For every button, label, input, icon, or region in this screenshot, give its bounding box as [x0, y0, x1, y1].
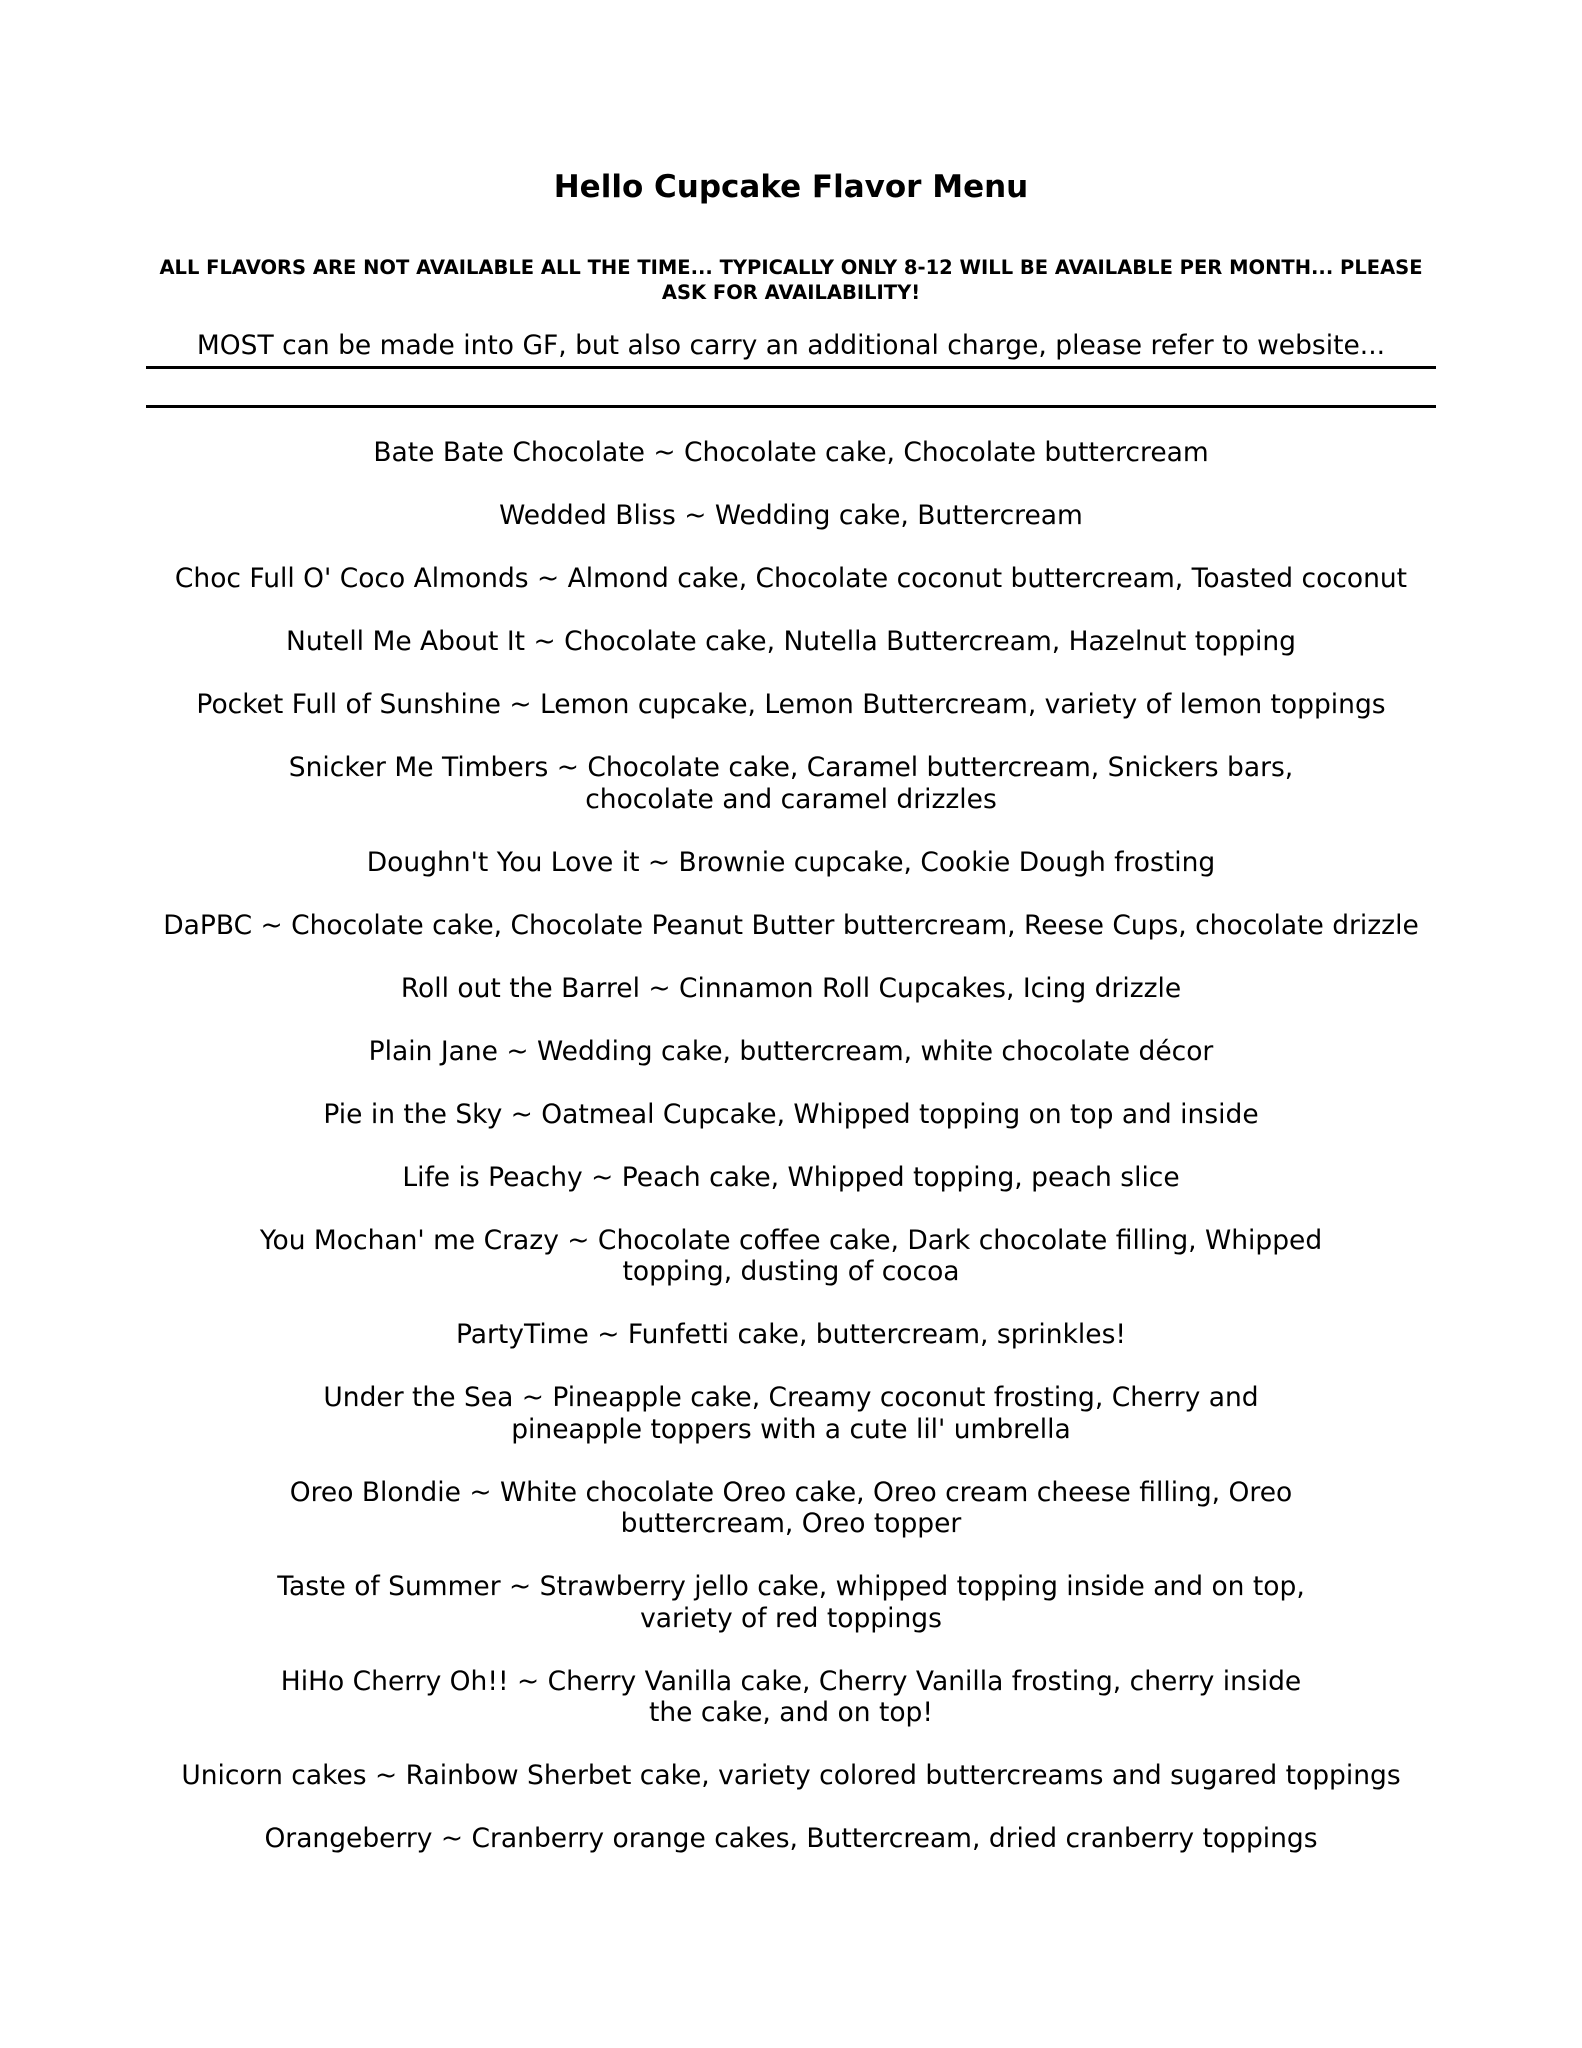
flavor-item: Taste of Summer ~ Strawberry jello cake, whipped topping inside and on top, variety of red toppings — [277, 1571, 1305, 1634]
flavor-item: Nutell Me About It ~ Chocolate cake, Nutella Buttercream, Hazelnut topping — [286, 626, 1296, 657]
flavor-item: Bate Bate Chocolate ~ Chocolate cake, Chocolate buttercream — [373, 437, 1209, 468]
flavor-item: Plain Jane ~ Wedding cake, buttercream, white chocolate décor — [368, 1035, 1214, 1067]
flavor-item: Snicker Me Timbers ~ Chocolate cake, Caramel buttercream, Snickers bars, chocolate and caramel drizzles — [288, 752, 1294, 815]
flavor-item: Orangeberry ~ Cranberry orange cakes, Buttercream, dried cranberry toppings — [264, 1823, 1318, 1854]
flavor-item: DaPBC ~ Chocolate cake, Chocolate Peanut Butter buttercream, Reese Cups, chocolate drizzle — [163, 909, 1419, 941]
flavor-item: Doughn't You Love it ~ Brownie cupcake, Cookie Dough frosting — [366, 846, 1216, 878]
flavor-item: Unicorn cakes ~ Rainbow Sherbet cake, variety colored buttercreams and sugared toppings — [181, 1760, 1401, 1791]
page-title: Hello Cupcake Flavor Menu — [553, 168, 1029, 205]
flavor-item: PartyTime ~ Funfetti cake, buttercream, sprinkles! — [455, 1319, 1127, 1350]
flavor-item: Roll out the Barrel ~ Cinnamon Roll Cupcakes, Icing drizzle — [400, 972, 1182, 1004]
availability-notice: ALL FLAVORS ARE NOT AVAILABLE ALL THE TIME... TYPICALLY ONLY 8-12 WILL BE AVAILABLE PER MONTH... PLEASE ASK FOR AVAILABILITY! — [159, 256, 1423, 304]
flavor-item: Under the Sea ~ Pineapple cake, Creamy coconut frosting, Cherry and pineapple toppers with a cute lil' umbrella — [323, 1382, 1259, 1445]
flavor-item: Wedded Bliss ~ Wedding cake, Buttercream — [499, 500, 1083, 531]
flavor-item: You Mochan' me Crazy ~ Chocolate coffee cake, Dark chocolate filling, Whipped topping, dusting of cocoa — [259, 1224, 1323, 1287]
divider-line — [146, 366, 1436, 369]
flavor-item: Choc Full O' Coco Almonds ~ Almond cake, Chocolate coconut buttercream, Toasted coconut — [174, 563, 1408, 594]
divider-line — [146, 405, 1436, 408]
flavor-item: Pie in the Sky ~ Oatmeal Cupcake, Whipped topping on top and inside — [323, 1098, 1259, 1130]
flavor-item: HiHo Cherry Oh!! ~ Cherry Vanilla cake, Cherry Vanilla frosting, cherry inside the cake, and on top! — [280, 1665, 1302, 1728]
gluten-free-note: MOST can be made into GF, but also carry an additional charge, please refer to website... — [196, 330, 1386, 361]
flavor-list — [146, 437, 1436, 1886]
flavor-item: Pocket Full of Sunshine ~ Lemon cupcake, Lemon Buttercream, variety of lemon toppings — [196, 689, 1386, 720]
flavor-item: Oreo Blondie ~ White chocolate Oreo cake, Oreo cream cheese filling, Oreo buttercream, Oreo topper — [289, 1476, 1293, 1539]
flavor-item: Life is Peachy ~ Peach cake, Whipped topping, peach slice — [402, 1161, 1180, 1193]
